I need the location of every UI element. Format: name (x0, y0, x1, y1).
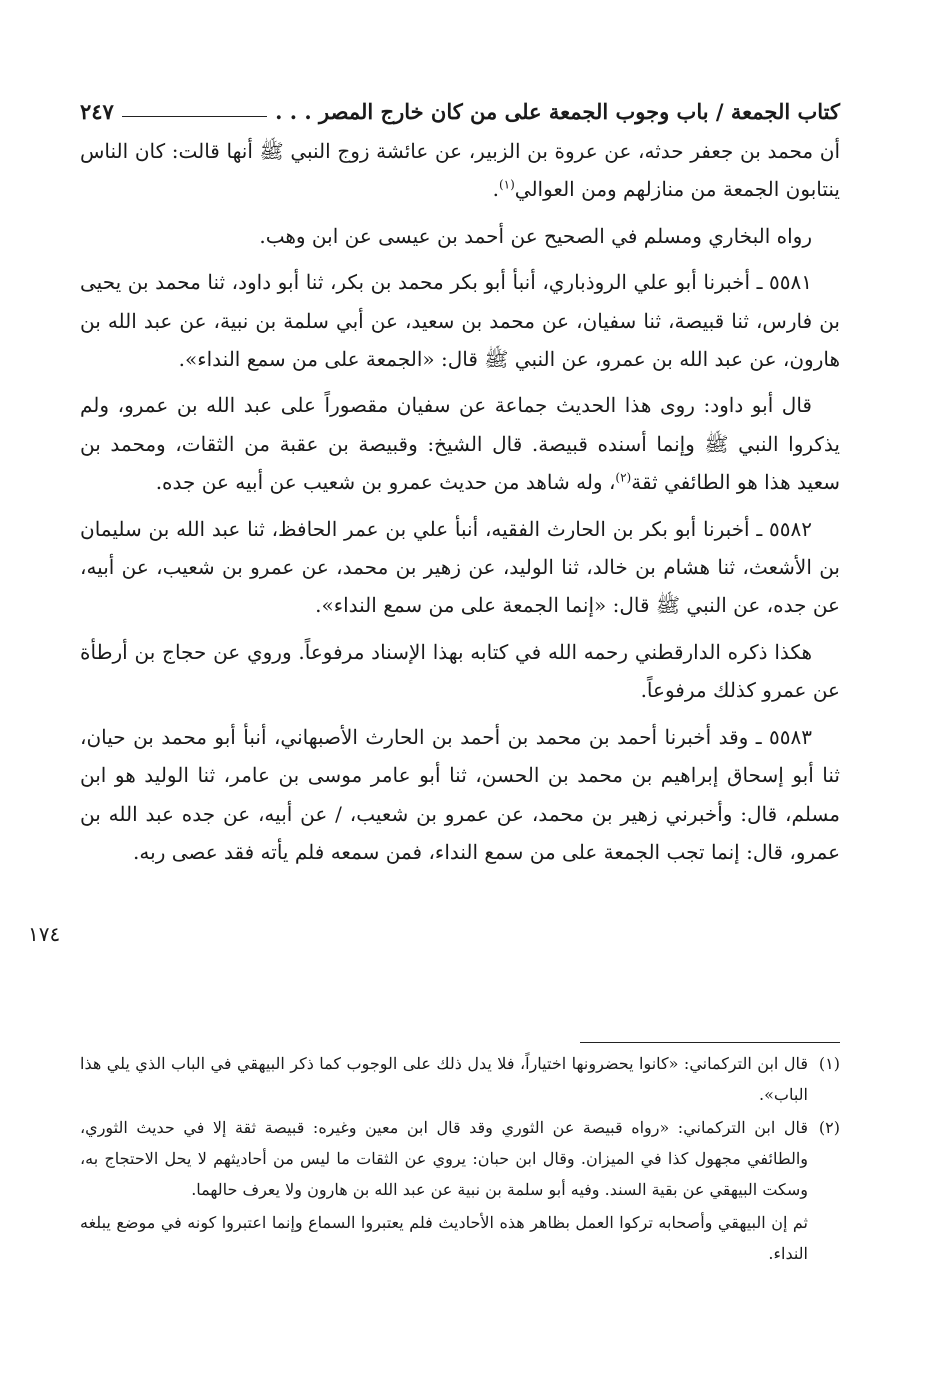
margin-page-number: ١٧٤ (28, 922, 61, 946)
footnote-2 (80, 1112, 840, 1205)
footnote-number: (١) (818, 1054, 840, 1073)
footnote-number: (٢) (818, 1118, 840, 1137)
footnote-text: قال ابن التركماني: «رواه قبيصة عن الثوري وقد قال ابن معين وغيره: قبيصة ثقة إلا في حديث الثوري، والطائفي مجهول كذا في الميزان. وقال ابن حبان: يروي عن الثقات ما ليس من أحاديثهم لا يحل الاحتجاج به، وسكت البيهقي عن بقية السند. وفيه أبو سلمة بن نبية عن عبد الله بن هارون ولا يعرف حالهما. (80, 1118, 809, 1199)
paragraph-4-text: قال أبو داود: روى هذا الحديث جماعة عن سفيان مقصوراً على عبد الله بن عمرو، ولم يذكروا النبي ﷺ وإنما أسنده قبيصة. قال الشيخ: وقبيصة بن عقبة من الثقات، ومحمد بن سعيد هذا هو الطائفي ثقة (80, 393, 840, 495)
footnotes (80, 1048, 840, 1269)
paragraph-1 (80, 132, 840, 209)
page-number: ٢٤٧ (80, 99, 114, 124)
hadith-5583: ٥٥٨٣ ـ وقد أخبرنا أحمد بن محمد بن أحمد بن الحارث الأصبهاني، أنبأ أبو محمد بن حيان، ثنا أبو إسحاق إبراهيم بن محمد بن الحسن، ثنا أبو عامر موسى بن عامر، ثنا الوليد هو ابن مسلم، قال: وأخبرني زهير بن محمد، عن عمرو بن شعيب، / عن أبيه، عن جده عبد الله بن عمرو، قال: إنما تجب الجمعة على من سمع النداء، فمن سمعه فلم يأته فقد عصى ربه. (80, 724, 840, 864)
footnote-text: قال ابن التركماني: «كانوا يحضرونها اختياراً، فلا يدل ذلك على الوجوب كما ذكر البيهقي في الباب الذي يلي هذا الباب». (80, 1054, 808, 1104)
header-rule (122, 116, 267, 117)
paragraph-2: رواه البخاري ومسلم في الصحيح عن أحمد بن عيسى عن ابن وهب. (259, 223, 812, 248)
page-content (80, 90, 840, 879)
paragraph-1-tail: . (492, 177, 499, 202)
paragraph-1-text: أن محمد بن جعفر حدثه، عن عروة بن الزبير، عن عائشة زوج النبي ﷺ أنها قالت: كان الناس ينتابون الجمعة من منازلهم ومن العوالي (80, 139, 841, 202)
header-title: كتاب الجمعة / باب وجوب الجمعة على من كان خارج المصر . . . (275, 99, 840, 124)
paragraph-4 (80, 386, 840, 501)
hadith-5582: ٥٥٨٢ ـ أخبرنا أبو بكر بن الحارث الفقيه، أنبأ علي بن عمر الحافظ، ثنا عبد الله بن سليمان بن الأشعث، ثنا هشام بن خالد، ثنا الوليد، عن زهير بن محمد، عن عمرو بن شعيب، عن أبيه، عن جده، عن النبي ﷺ قال: «إنما الجمعة على من سمع النداء». (80, 516, 840, 618)
paragraph-4-tail: ، وله شاهد من حديث عمرو بن شعيب عن أبيه عن جده. (155, 470, 616, 495)
paragraph-6: هكذا ذكره الدارقطني رحمه الله في كتابه بهذا الإسناد مرفوعاً. وروي عن حجاج بن أرطأة عن عمرو كذلك مرفوعاً. (80, 639, 840, 703)
main-text (80, 132, 840, 871)
running-header (80, 90, 840, 124)
footnote-ref-2: (٢) (615, 470, 632, 485)
footnote-1 (80, 1048, 840, 1110)
footnote-separator (580, 1042, 840, 1043)
hadith-5581: ٥٥٨١ ـ أخبرنا أبو علي الروذباري، أنبأ أبو بكر محمد بن بكر، ثنا أبو داود، ثنا محمد بن يحيى بن فارس، ثنا قبيصة، ثنا سفيان، عن محمد بن سعيد، عن أبي سلمة بن نبية، عن عبد الله بن هارون، عن عبد الله بن عمرو، عن النبي ﷺ قال: «الجمعة على من سمع النداء». (80, 270, 840, 372)
footnote-2-continuation: ثم إن البيهقي وأصحابه تركوا العمل بظاهر هذه الأحاديث فلم يعتبروا السماع وإنما اعتبروا كونه في موضع يبلغه النداء. (80, 1213, 808, 1263)
footnote-ref-1: (١) (498, 177, 515, 192)
